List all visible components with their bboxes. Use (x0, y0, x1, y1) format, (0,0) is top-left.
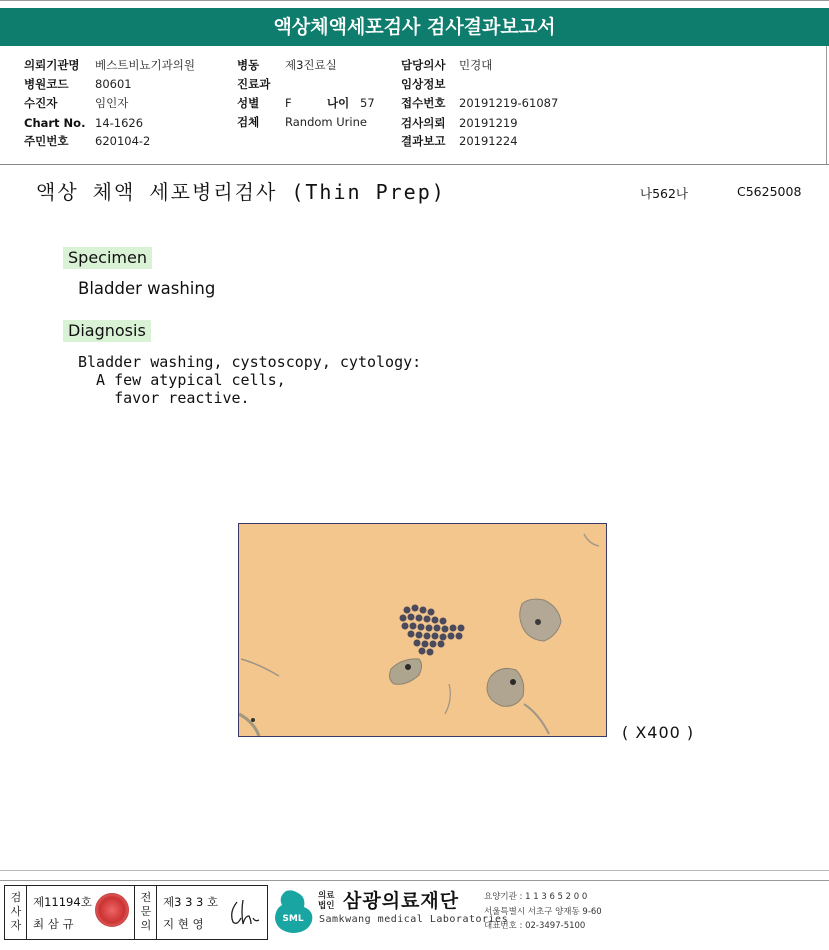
examiner-cell (27, 886, 135, 939)
patient-value: 임인자 (95, 96, 129, 110)
specimen-label: 검체 (237, 115, 260, 129)
signature-box (4, 885, 268, 940)
receipt-value: 20191219-61087 (459, 96, 559, 110)
specialist-name: 지 현 영 (163, 917, 204, 931)
age-value: 57 (360, 96, 375, 110)
specialist-number: 제3 3 3 호 (163, 895, 219, 909)
resident-value: 620104-2 (95, 134, 151, 148)
doctor-label: 담당의사 (401, 58, 446, 72)
examiner-vertical-3: 자 (10, 919, 22, 932)
hospital-code-label: 병원코드 (24, 77, 69, 91)
age-label: 나이 (327, 96, 350, 110)
specialist-vertical-cell (135, 886, 157, 939)
request-value: 20191219 (459, 116, 518, 130)
doctor-value: 민경대 (459, 58, 493, 72)
patient-label: 수진자 (24, 96, 58, 110)
specialist-vertical-2: 문 (140, 905, 152, 918)
specimen-heading: Specimen (63, 247, 152, 269)
examiner-number: 제11194호 (33, 895, 92, 909)
corp-info-line-3: 대표번호 : 02-3497-5100 (484, 921, 586, 931)
diagnosis-heading: Diagnosis (63, 320, 151, 342)
corp-info-line-1: 요양기관 : 1 1 3 6 5 2 0 0 (484, 892, 588, 902)
report-header-title: 액상체액세포검사 검사결과보고서 (0, 8, 829, 46)
report-code-1: 나562나 (640, 186, 689, 201)
ward-label: 병동 (237, 58, 260, 72)
specimen-value: Random Urine (285, 115, 367, 129)
chart-value: 14-1626 (95, 116, 144, 130)
corp-name: 삼광의료재단 (343, 890, 460, 912)
examiner-vertical-cell (5, 886, 27, 939)
signature-icon (225, 896, 261, 928)
seal-stamp-icon (95, 893, 129, 927)
specimen-text: Bladder washing (78, 279, 216, 298)
dept-label: 진료과 (237, 77, 271, 91)
sex-label: 성별 (237, 96, 260, 110)
cytology-slide-illustration (239, 524, 606, 736)
sex-value: F (285, 96, 292, 110)
report-date-label: 결과보고 (401, 134, 446, 148)
report-code-2: C5625008 (737, 184, 802, 199)
ward-value: 제3진료실 (285, 58, 337, 72)
corp-type-2: 법인 (318, 901, 335, 911)
chart-label: Chart No. (24, 116, 86, 130)
specialist-vertical-1: 전 (140, 891, 152, 904)
specialist-vertical-3: 의 (140, 919, 152, 932)
diagnosis-line-2: A few atypical cells, (78, 371, 286, 389)
sml-logo-icon (272, 889, 316, 935)
examiner-name: 최 삼 규 (33, 917, 74, 931)
right-border (826, 46, 827, 164)
specialist-cell (157, 886, 267, 939)
magnification-label: ( X400 ) (622, 723, 695, 742)
corp-type-1: 의료 (318, 891, 335, 901)
hospital-code-value: 80601 (95, 77, 132, 91)
receipt-label: 접수번호 (401, 96, 446, 110)
microscopy-image (238, 523, 607, 737)
diagnosis-line-3: favor reactive. (78, 389, 250, 407)
corp-info-line-2: 서울특별시 서초구 양재동 9-60 (484, 907, 602, 917)
examiner-vertical-2: 사 (10, 905, 22, 918)
report-date-value: 20191224 (459, 134, 518, 148)
sml-logo-text: SML (282, 914, 304, 924)
clinical-label: 임상정보 (401, 77, 446, 91)
resident-label: 주민번호 (24, 134, 69, 148)
header-divider (0, 164, 829, 165)
institution-value: 베스트비뇨기과의원 (95, 58, 195, 72)
institution-label: 의뢰기관명 (24, 58, 80, 72)
corp-type (318, 891, 334, 911)
diagnosis-line-1: Bladder washing, cystoscopy, cytology: (78, 353, 422, 371)
footer-rule-bottom (0, 880, 829, 881)
corp-english-name: Samkwang medical Laboratories (319, 914, 509, 925)
footer-rule-top (0, 870, 829, 871)
top-border (0, 0, 829, 8)
examiner-vertical-1: 검 (10, 891, 22, 904)
request-label: 검사의뢰 (401, 116, 446, 130)
report-title: 액상 체액 세포병리검사 (Thin Prep) (36, 180, 446, 204)
